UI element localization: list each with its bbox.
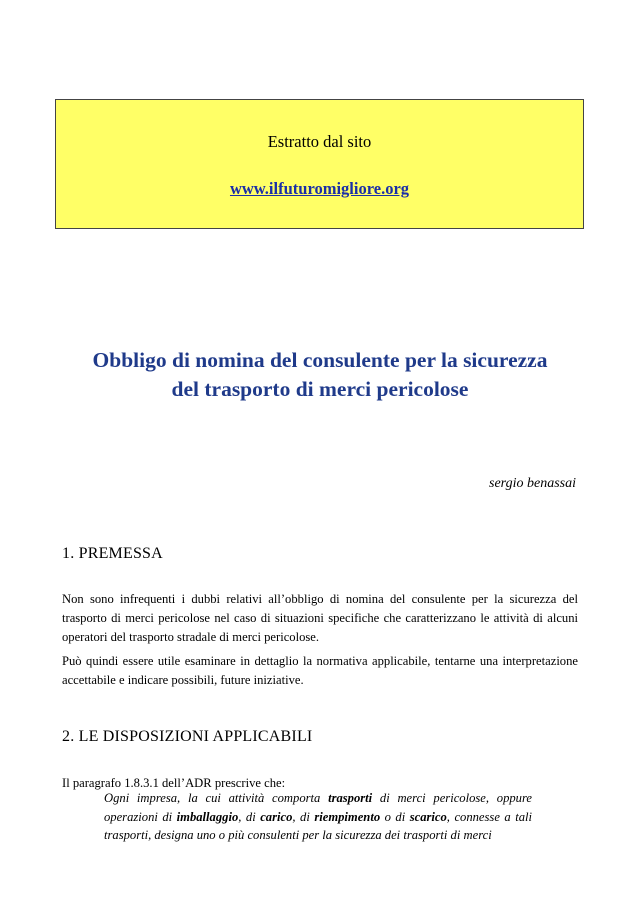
quote-text: di merci pericolose, oppure operazioni di xyxy=(104,791,532,824)
quote-text: Ogni impresa, la cui attività comporta xyxy=(104,791,329,805)
banner-caption: Estratto dal sito xyxy=(267,132,372,151)
quote-emphasis: carico xyxy=(260,809,293,824)
quote-text: , di xyxy=(292,809,315,824)
source-banner xyxy=(55,99,584,229)
document-title xyxy=(60,346,580,404)
section-heading-disposizioni: 2. LE DISPOSIZIONI APPLICABILI xyxy=(62,728,313,745)
title-line-1: Obbligo di nomina del consulente per la sicurezza xyxy=(92,348,548,372)
premessa-paragraph-2: Può quindi essere utile esaminare in dettaglio la normativa applicabile, tentarne una interpretazione accettabile e indicare possibili, future iniziative. xyxy=(62,654,578,687)
quote-text: o di xyxy=(380,809,410,824)
quote-text: , connesse a tali trasporti, designa uno o più consulenti per la sicurezza dei trasporti di merci xyxy=(104,809,532,842)
website-link[interactable]: www.ilfuturomigliore.org xyxy=(229,179,410,198)
quote-text: , di xyxy=(238,809,261,824)
quote-emphasis: trasporti xyxy=(328,791,373,805)
quote-emphasis: imballaggio xyxy=(176,809,239,824)
quote-emphasis: riempimento xyxy=(314,809,381,824)
adr-quote xyxy=(104,789,532,845)
quote-emphasis: scarico xyxy=(409,809,447,824)
section-heading-premessa: 1. PREMESSA xyxy=(62,545,163,562)
author-name: sergio benassai xyxy=(489,476,576,491)
disposizioni-intro: Il paragrafo 1.8.3.1 dell’ADR prescrive che: xyxy=(62,776,286,790)
premessa-paragraph-1: Non sono infrequenti i dubbi relativi all’obbligo di nomina del consulente per la sicurezza del trasporto di merci pericolose nel caso di situazioni specifiche che caratterizzano le attività di alcuni operatori del trasporto stradale di merci pericolose. xyxy=(62,592,578,644)
title-line-2: del trasporto di merci pericolose xyxy=(171,377,469,401)
